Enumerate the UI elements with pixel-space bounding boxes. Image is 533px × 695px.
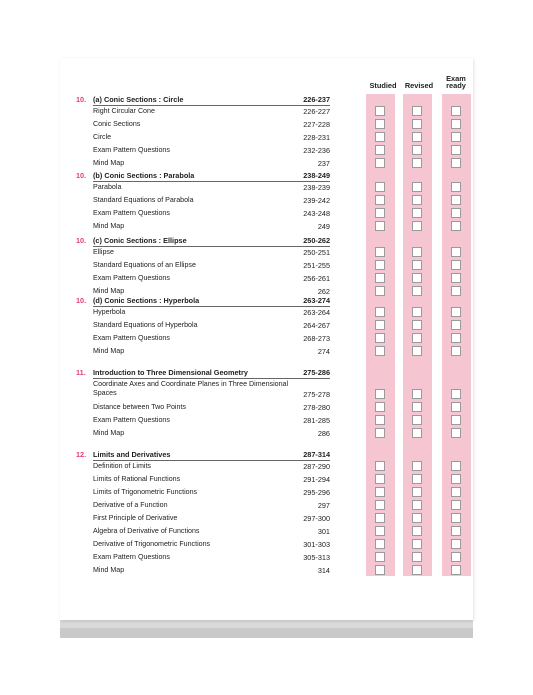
section-number: 10. (76, 296, 87, 305)
revised-checkbox[interactable] (412, 119, 422, 129)
exam-ready-checkbox[interactable] (451, 307, 461, 317)
topic-row (76, 248, 330, 260)
topic-title: Right Circular Cone (93, 107, 155, 115)
exam-ready-checkbox[interactable] (451, 182, 461, 192)
section-rule (93, 378, 330, 379)
topic-title: Standard Equations of Hyperbola (93, 321, 198, 329)
section-number: 11. (76, 368, 86, 377)
topic-title: Distance between Two Points (93, 403, 186, 411)
topic-title: Exam Pattern Questions (93, 209, 170, 217)
topic-pages: 243-248 (303, 209, 330, 218)
topic-pages: 227-228 (303, 120, 330, 129)
topic-title: Ellipse (93, 248, 114, 256)
studied-checkbox[interactable] (375, 474, 385, 484)
exam-ready-checkbox[interactable] (451, 208, 461, 218)
topic-pages: 262 (317, 287, 330, 296)
topic-pages: 278-280 (303, 403, 330, 412)
studied-checkbox[interactable] (375, 208, 385, 218)
topic-row (76, 475, 330, 487)
topic-title: First Principle of Derivative (93, 514, 178, 522)
column-header-studied: Studied (369, 81, 397, 90)
topic-pages: 274 (317, 347, 330, 356)
column-header-revised: Revised (404, 81, 434, 90)
studied-checkbox[interactable] (375, 539, 385, 549)
section-heading (76, 450, 330, 462)
exam-ready-checkbox[interactable] (451, 500, 461, 510)
exam-ready-checkbox[interactable] (451, 565, 461, 575)
topic-pages: 251-255 (303, 261, 330, 270)
section-rule (93, 105, 330, 106)
topic-row (76, 380, 330, 399)
revised-checkbox[interactable] (412, 428, 422, 438)
revised-checkbox[interactable] (412, 286, 422, 296)
revised-checkbox[interactable] (412, 208, 422, 218)
topic-title: Limits of Trigonometric Functions (93, 488, 198, 496)
topic-pages: 238-239 (303, 183, 330, 192)
topic-title: Mind Map (93, 566, 125, 574)
topic-title: Coordinate Axes and Coordinate Planes in Three Dimensional Spaces (93, 380, 289, 397)
studied-checkbox[interactable] (375, 402, 385, 412)
exam-ready-checkbox[interactable] (451, 106, 461, 116)
section-pages: 263-274 (303, 296, 330, 305)
studied-checkbox[interactable] (375, 260, 385, 270)
topic-row (76, 403, 330, 415)
topic-pages: 314 (317, 566, 330, 575)
section-pages: 287-314 (303, 450, 330, 459)
revised-checkbox[interactable] (412, 513, 422, 523)
topic-pages: 263-264 (303, 308, 330, 317)
revised-checkbox[interactable] (412, 320, 422, 330)
exam-ready-checkbox[interactable] (451, 260, 461, 270)
topic-row (76, 133, 330, 145)
studied-checkbox[interactable] (375, 346, 385, 356)
section-title: (d) Conic Sections : Hyperbola (93, 296, 200, 305)
topic-row (76, 321, 330, 333)
studied-checkbox[interactable] (375, 552, 385, 562)
topic-pages: 237 (317, 159, 330, 168)
topic-title: Mind Map (93, 159, 125, 167)
revised-checkbox[interactable] (412, 474, 422, 484)
topic-row (76, 159, 330, 171)
studied-checkbox[interactable] (375, 320, 385, 330)
studied-checkbox[interactable] (375, 487, 385, 497)
studied-checkbox[interactable] (375, 119, 385, 129)
exam-ready-checkbox[interactable] (451, 119, 461, 129)
topic-title: Derivative of Trigonometric Functions (93, 540, 211, 548)
revised-checkbox[interactable] (412, 539, 422, 549)
section-pages: 226-237 (303, 95, 330, 104)
topic-pages: 295-296 (303, 488, 330, 497)
studied-checkbox[interactable] (375, 273, 385, 283)
exam-ready-checkbox[interactable] (451, 273, 461, 283)
topic-title: Derivative of a Function (93, 501, 168, 509)
exam-ready-checkbox[interactable] (451, 526, 461, 536)
topic-title: Algebra of Derivative of Functions (93, 527, 200, 535)
section-title: (a) Conic Sections : Circle (93, 95, 184, 104)
exam-ready-checkbox[interactable] (451, 539, 461, 549)
studied-checkbox[interactable] (375, 106, 385, 116)
revised-column-strip (403, 94, 432, 576)
revised-checkbox[interactable] (412, 389, 422, 399)
topic-pages: 281-285 (303, 416, 330, 425)
topic-pages: 228-231 (303, 133, 330, 142)
revised-checkbox[interactable] (412, 346, 422, 356)
section-rule (93, 306, 330, 307)
exam-ready-column-strip (442, 94, 471, 576)
topic-row (76, 429, 330, 441)
topic-row (76, 274, 330, 286)
topic-title: Standard Equations of Parabola (93, 196, 194, 204)
section-rule (93, 181, 330, 182)
studied-checkbox[interactable] (375, 221, 385, 231)
topic-row (76, 488, 330, 500)
topic-row (76, 462, 330, 474)
studied-column-strip (366, 94, 395, 576)
topic-title: Mind Map (93, 347, 125, 355)
revised-checkbox[interactable] (412, 132, 422, 142)
topic-pages: 232-236 (303, 146, 330, 155)
exam-ready-checkbox[interactable] (451, 402, 461, 412)
exam-ready-checkbox[interactable] (451, 132, 461, 142)
studied-checkbox[interactable] (375, 428, 385, 438)
revised-checkbox[interactable] (412, 195, 422, 205)
topic-title: Exam Pattern Questions (93, 553, 170, 561)
topic-row (76, 120, 330, 132)
section-heading (76, 368, 330, 380)
revised-checkbox[interactable] (412, 415, 422, 425)
studied-checkbox[interactable] (375, 389, 385, 399)
section-title: (c) Conic Sections : Ellipse (93, 236, 187, 245)
topic-title: Mind Map (93, 429, 125, 437)
exam-ready-checkbox[interactable] (451, 195, 461, 205)
exam-ready-checkbox[interactable] (451, 513, 461, 523)
topic-title: Mind Map (93, 222, 125, 230)
revised-checkbox[interactable] (412, 106, 422, 116)
topic-row (76, 308, 330, 320)
topic-pages: 250-251 (303, 248, 330, 257)
topic-pages: 256-261 (303, 274, 330, 283)
topic-title: Parabola (93, 183, 122, 191)
section-number: 12. (76, 450, 87, 459)
exam-ready-checkbox[interactable] (451, 552, 461, 562)
revised-checkbox[interactable] (412, 260, 422, 270)
studied-checkbox[interactable] (375, 333, 385, 343)
topic-pages: 301-303 (303, 540, 330, 549)
topic-title: Exam Pattern Questions (93, 146, 170, 154)
topic-title: Hyperbola (93, 308, 126, 316)
section-title: Limits and Derivatives (93, 450, 171, 459)
revised-checkbox[interactable] (412, 182, 422, 192)
section-heading (76, 95, 330, 107)
topic-row (76, 107, 330, 119)
page-stack-edge (60, 620, 473, 628)
column-header-exam-ready: Exam ready (446, 74, 466, 90)
topic-row (76, 566, 330, 578)
revised-checkbox[interactable] (412, 221, 422, 231)
section-rule (93, 246, 330, 247)
studied-checkbox[interactable] (375, 513, 385, 523)
topic-title: Exam Pattern Questions (93, 416, 170, 424)
studied-checkbox[interactable] (375, 461, 385, 471)
topic-row (76, 261, 330, 273)
studied-checkbox[interactable] (375, 132, 385, 142)
section-title: (b) Conic Sections : Parabola (93, 171, 195, 180)
topic-title: Limits of Rational Functions (93, 475, 181, 483)
revised-checkbox[interactable] (412, 145, 422, 155)
topic-row (76, 209, 330, 221)
topic-pages: 275-278 (303, 390, 330, 399)
revised-checkbox[interactable] (412, 307, 422, 317)
revised-checkbox[interactable] (412, 526, 422, 536)
studied-checkbox[interactable] (375, 526, 385, 536)
exam-ready-checkbox[interactable] (451, 428, 461, 438)
revised-checkbox[interactable] (412, 273, 422, 283)
topic-row (76, 334, 330, 346)
studied-checkbox[interactable] (375, 145, 385, 155)
exam-ready-checkbox[interactable] (451, 346, 461, 356)
topic-title: Mind Map (93, 287, 125, 295)
topic-pages: 291-294 (303, 475, 330, 484)
topic-row (76, 416, 330, 428)
topic-row (76, 501, 330, 513)
studied-checkbox[interactable] (375, 565, 385, 575)
studied-checkbox[interactable] (375, 182, 385, 192)
revised-checkbox[interactable] (412, 500, 422, 510)
topic-pages: 297 (317, 501, 330, 510)
topic-pages: 301 (317, 527, 330, 536)
exam-ready-checkbox[interactable] (451, 474, 461, 484)
revised-checkbox[interactable] (412, 487, 422, 497)
studied-checkbox[interactable] (375, 286, 385, 296)
studied-checkbox[interactable] (375, 307, 385, 317)
section-number: 10. (76, 236, 87, 245)
topic-pages: 305-313 (303, 553, 330, 562)
topic-row (76, 347, 330, 359)
exam-ready-checkbox[interactable] (451, 221, 461, 231)
exam-ready-checkbox[interactable] (451, 415, 461, 425)
studied-checkbox[interactable] (375, 195, 385, 205)
exam-ready-checkbox[interactable] (451, 247, 461, 257)
studied-checkbox[interactable] (375, 500, 385, 510)
topic-pages: 249 (317, 222, 330, 231)
topic-row (76, 540, 330, 552)
topic-pages: 226-227 (303, 107, 330, 116)
page-stack-shadow (60, 628, 473, 638)
exam-ready-checkbox[interactable] (451, 158, 461, 168)
topic-title: Exam Pattern Questions (93, 334, 170, 342)
topic-title: Standard Equations of an Ellipse (93, 261, 196, 269)
topic-row (76, 196, 330, 208)
topic-pages: 297-300 (303, 514, 330, 523)
exam-ready-checkbox[interactable] (451, 333, 461, 343)
topic-title: Circle (93, 133, 112, 141)
section-number: 10. (76, 171, 87, 180)
exam-ready-checkbox[interactable] (451, 145, 461, 155)
topic-pages: 286 (317, 429, 330, 438)
section-pages: 238-249 (303, 171, 330, 180)
section-pages: 250-262 (303, 236, 330, 245)
topic-row (76, 553, 330, 565)
exam-ready-checkbox[interactable] (451, 286, 461, 296)
topic-row (76, 527, 330, 539)
revised-checkbox[interactable] (412, 402, 422, 412)
section-heading (76, 236, 330, 248)
studied-checkbox[interactable] (375, 158, 385, 168)
topic-title: Exam Pattern Questions (93, 274, 170, 282)
exam-ready-checkbox[interactable] (451, 461, 461, 471)
topic-pages: 264-267 (303, 321, 330, 330)
topic-row (76, 514, 330, 526)
section-rule (93, 460, 330, 461)
section-title: Introduction to Three Dimensional Geometry (93, 368, 248, 377)
revised-checkbox[interactable] (412, 552, 422, 562)
revised-checkbox[interactable] (412, 333, 422, 343)
topic-pages: 239-242 (303, 196, 330, 205)
topic-title: Conic Sections (93, 120, 141, 128)
revised-checkbox[interactable] (412, 247, 422, 257)
section-heading (76, 296, 330, 308)
topic-pages: 287-290 (303, 462, 330, 471)
topic-row (76, 222, 330, 234)
topic-row (76, 146, 330, 158)
exam-ready-checkbox[interactable] (451, 487, 461, 497)
topic-row (76, 183, 330, 195)
section-pages: 275-286 (303, 368, 330, 377)
exam-ready-checkbox[interactable] (451, 389, 461, 399)
contents-page (60, 58, 473, 620)
studied-checkbox[interactable] (375, 247, 385, 257)
revised-checkbox[interactable] (412, 565, 422, 575)
revised-checkbox[interactable] (412, 158, 422, 168)
topic-title: Definition of Limits (93, 462, 151, 470)
exam-ready-checkbox[interactable] (451, 320, 461, 330)
section-number: 10. (76, 95, 87, 104)
revised-checkbox[interactable] (412, 461, 422, 471)
topic-pages: 268-273 (303, 334, 330, 343)
section-heading (76, 171, 330, 183)
studied-checkbox[interactable] (375, 415, 385, 425)
